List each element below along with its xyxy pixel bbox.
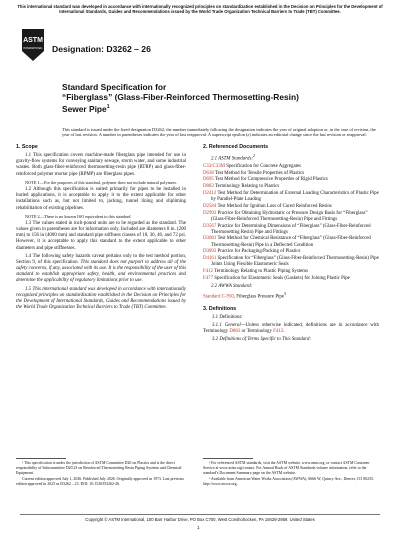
title-line-1: Standard Specification for <box>62 82 167 92</box>
reference-item[interactable] <box>203 204 379 210</box>
reference-title: Practice for Obtaining Hydrostatic or Pressure Design Basis for “Fiberglass” (Glass-Fiber-Reinforced Thermosetting-Resin) Pipe and Fittings <box>211 210 368 222</box>
note-1: NOTE 1—For the purposes of this standard, polymer does not include natural polymers. <box>25 179 178 185</box>
reference-item[interactable] <box>203 191 379 203</box>
definitions-3-2: 3.2 Definitions of Terms Specific to This Standard: <box>212 337 312 343</box>
title-line-3 <box>62 102 362 114</box>
reference-list <box>203 164 379 282</box>
svg-text:INTERNATIONAL: INTERNATIONAL <box>23 47 43 50</box>
reference-title: Test Method for Ignition Loss of Cured Reinforced Resins <box>216 203 332 209</box>
footnote-1b: Current edition approved July 1, 2026. Published July 2026. Originally approved in 1973. Last previous edition approved in 2023 as D3262 – 23. DOI: 10.1520/D3262-26. <box>16 476 184 486</box>
reference-item[interactable] <box>203 249 379 255</box>
reference-title: Test Method for Determination of External Loading Characteristics of Plastic Pipe by Parallel-Plate Loading <box>211 190 379 203</box>
page-title <box>62 82 362 114</box>
page-number: 1 <box>197 525 200 530</box>
reference-title: Specification for Elastomeric Seals (Gaskets) for Joining Plastic Pipe <box>213 275 350 281</box>
reference-code-link[interactable]: D3681 <box>203 236 217 242</box>
reference-code-link[interactable]: D2992 <box>203 210 217 216</box>
general-label: 3.1.1 General <box>212 323 241 329</box>
reference-item[interactable] <box>203 164 379 170</box>
reference-code-link[interactable]: D2412 <box>203 190 217 196</box>
reference-title: Practice for Determining Dimensions of “Fiberglass” (Glass-Fiber-Reinforced Thermosetting Resin) Pipe and Fittings <box>211 223 371 235</box>
footnotes-left <box>16 461 186 488</box>
reference-item[interactable] <box>203 224 379 236</box>
scope-1-4 <box>16 254 186 285</box>
reference-title: Specification for Concrete Aggregates <box>225 163 302 169</box>
scope-1-5: 1.5 This international standard was developed in accordance with internationally recognized principles on standardization established in the Decision on Principles for the Development of International Standards, Guides and Recommendations issued by the World Trade Organization Technical Barriers to Trade (TBT) Committee. <box>16 286 186 311</box>
d883-link[interactable]: D883 <box>229 329 241 335</box>
awwa-title: , Fiberglass Pressure Pipe <box>233 294 285 300</box>
reference-title: Specification for “Fiberglass” (Glass-Fiber-Reinforced Thermosetting-Resin) Pipe Joints Using Flexible Elastomeric Seals <box>211 256 379 268</box>
designation: Designation: D3262 – 26 <box>52 44 151 54</box>
scope-heading: 1. Scope <box>16 144 38 150</box>
reference-code-link[interactable]: D3567 <box>203 223 217 229</box>
note-2: NOTE 2—There is no known ISO equivalent to this standard. <box>25 213 132 219</box>
astm-standards-label: 2.1 ASTM Standards: <box>211 156 253 162</box>
reference-item[interactable] <box>203 184 379 190</box>
reference-title: Terminology Relating to Plastics <box>213 184 280 190</box>
scope-1-4-b: This standard does not purport to address all of the safety concerns, if any, associated with its use. It is the responsibility of the user of this standard to establish appropriate safety, health, and environmental practices and determine the applicability of regulatory limitations prior to use. <box>16 259 186 284</box>
left-column <box>16 144 186 313</box>
scope-1-4-a: 1.4 The following safety hazards caveat pertains only to the test method portion, Section 9, of this specification. <box>16 253 186 265</box>
footnote-1: ¹ This specification is under the jurisdiction of ASTM Committee D20 on Plastics and is the direct responsibility of Subcommittee D20.23 on Reinforced Thermosetting Resin Piping Systems and Chemical Equipment. <box>16 461 182 475</box>
definitions-heading: 3. Definitions <box>203 305 237 312</box>
reference-item[interactable] <box>203 171 379 177</box>
awwa-subhead: 2.2 AWWA Standard: <box>211 283 253 289</box>
general-text: —Unless otherwise indicated, definitions are in accordance with Terminology <box>203 323 379 335</box>
scope-1-3: 1.3 The values stated in inch-pound units are to be regarded as the standard. The values given in parentheses are for information only. Included are diameters 8 in. (200 mm) to 156 in (4000 mm) and standard pipe stiffness classes of 18, 36, 46, and 72 psi. However, it is acceptable to apply this standard to the extent applicable to other diameters and pipe stiffnesses. <box>16 221 186 251</box>
astm-standards-mark: 2 <box>252 153 256 159</box>
awwa-mark: 3 <box>284 291 287 297</box>
reference-item[interactable] <box>203 177 379 183</box>
astm-logo-icon <box>20 27 46 63</box>
footnote-3: ³ Available from American Water Works Association (AWWA), 6666 W. Quincy Ave., Denver, CO 80235, http://www.awwa.org. <box>203 476 374 486</box>
reference-code-link[interactable]: D883 <box>203 184 214 190</box>
reference-item[interactable] <box>203 276 379 282</box>
footnote-rule-left <box>16 458 66 459</box>
scope-1-2: 1.2 Although this specification is suited primarily for pipes to be installed in buried applications, it is acceptable to apply it to the extent applicable for other installations such as, but not limited to, jacking, tunnel lining and slipliming rehabilitation of existing pipelines. <box>16 187 186 211</box>
copyright-footer: Copyright © ASTM International, 100 Barr Harbor Drive, PO Box C700, West Conshohocken, PA 19428-2959. United States <box>20 514 380 522</box>
scope-1-1: 1.1 This specification covers machine-made fiberglass pipe intended for use in gravity-flow systems for conveying sanitary sewage, storm water, and some industrial wastes. Both glass-fiber-reinforced thermosetting-resin pipe (RTRP) and glass-fiber-reinforced polymer mortar pipe (RPMP) are fiberglass pipes. <box>16 153 186 177</box>
or-text: or Terminology <box>240 329 274 335</box>
reference-title: Practice for Packaging/Packing of Plastics <box>216 249 301 255</box>
f412-link[interactable]: F412 <box>273 329 284 335</box>
awwa-reference[interactable] <box>203 291 379 301</box>
reference-item[interactable] <box>203 256 379 268</box>
reference-code-link[interactable]: D2584 <box>203 203 217 209</box>
reference-code-link[interactable]: F412 <box>203 268 214 274</box>
reference-title: Terminology Relating to Plastic Piping Systems <box>213 268 308 274</box>
refs-heading: 2. Referenced Documents <box>203 144 269 150</box>
awwa-code-link[interactable]: Standard C-950 <box>203 294 234 300</box>
top-notice: This international standard was developed in accordance with internationally recognized principles on standardization established in the Decision on Principles for the Development of International Standards, Guides and Recommendations issued by the World Trade Organization Technical Barriers to Trade (TBT) Committee. <box>17 4 383 15</box>
definitions-3-1: 3.1 Definitions: <box>212 314 243 320</box>
title-line-2: “Fiberglass” (Glass-Fiber-Reinforced Thermosetting-Resin) <box>62 92 299 102</box>
reference-item[interactable] <box>203 211 379 223</box>
footnote-rule-right <box>203 458 253 459</box>
astm-standards-subhead <box>211 153 379 163</box>
reference-item[interactable] <box>203 236 379 248</box>
title-footnote-mark: 1 <box>106 104 110 110</box>
footnote-2: ² For referenced ASTM standards, visit the ASTM website, www.astm.org, or contact ASTM Customer Service at www.astm.org/contact. For Annual Book of ASTM Standards volume information, refer to the standard's Document Summary page on the ASTM website. <box>203 461 370 475</box>
reference-code-link[interactable]: D4161 <box>203 256 217 262</box>
svg-text:ASTM: ASTM <box>23 37 43 44</box>
definitions-3-1-1: 3.1.1 General—Unless otherwise indicated, definitions are in accordance with Terminology D883 or Terminology F412. <box>203 323 379 335</box>
reference-code-link[interactable]: F477 <box>203 275 214 281</box>
intro-paragraph: This standard is issued under the fixed designation D3262; the number immediately following the designation indicates the year of original adoption or, in the case of revision, the year of last revision. A number in parentheses indicates the year of last reapproval. A superscript epsilon (ε) indicates an editorial change since the last revision or reapproval. <box>62 127 376 138</box>
reference-code-link[interactable]: C33/C33M <box>203 163 226 169</box>
title-line-3-text: Sewer Pipe <box>62 103 107 114</box>
reference-title: Test Method for Chemical Resistance of “Fiberglass” (Glass-Fiber-Reinforced Thermosetting-Resin) Pipe in a Deflected Condition <box>211 236 371 248</box>
reference-title: Test Method for Compressive Properties of Rigid Plastics <box>213 177 328 183</box>
right-column <box>203 144 379 346</box>
reference-code-link[interactable]: D695 <box>203 177 214 183</box>
footnotes-right <box>203 461 379 488</box>
reference-code-link[interactable]: D3892 <box>203 249 217 255</box>
reference-title: Test Method for Tensile Properties of Plastics <box>213 170 305 176</box>
reference-code-link[interactable]: D638 <box>203 170 214 176</box>
reference-item[interactable] <box>203 269 379 275</box>
